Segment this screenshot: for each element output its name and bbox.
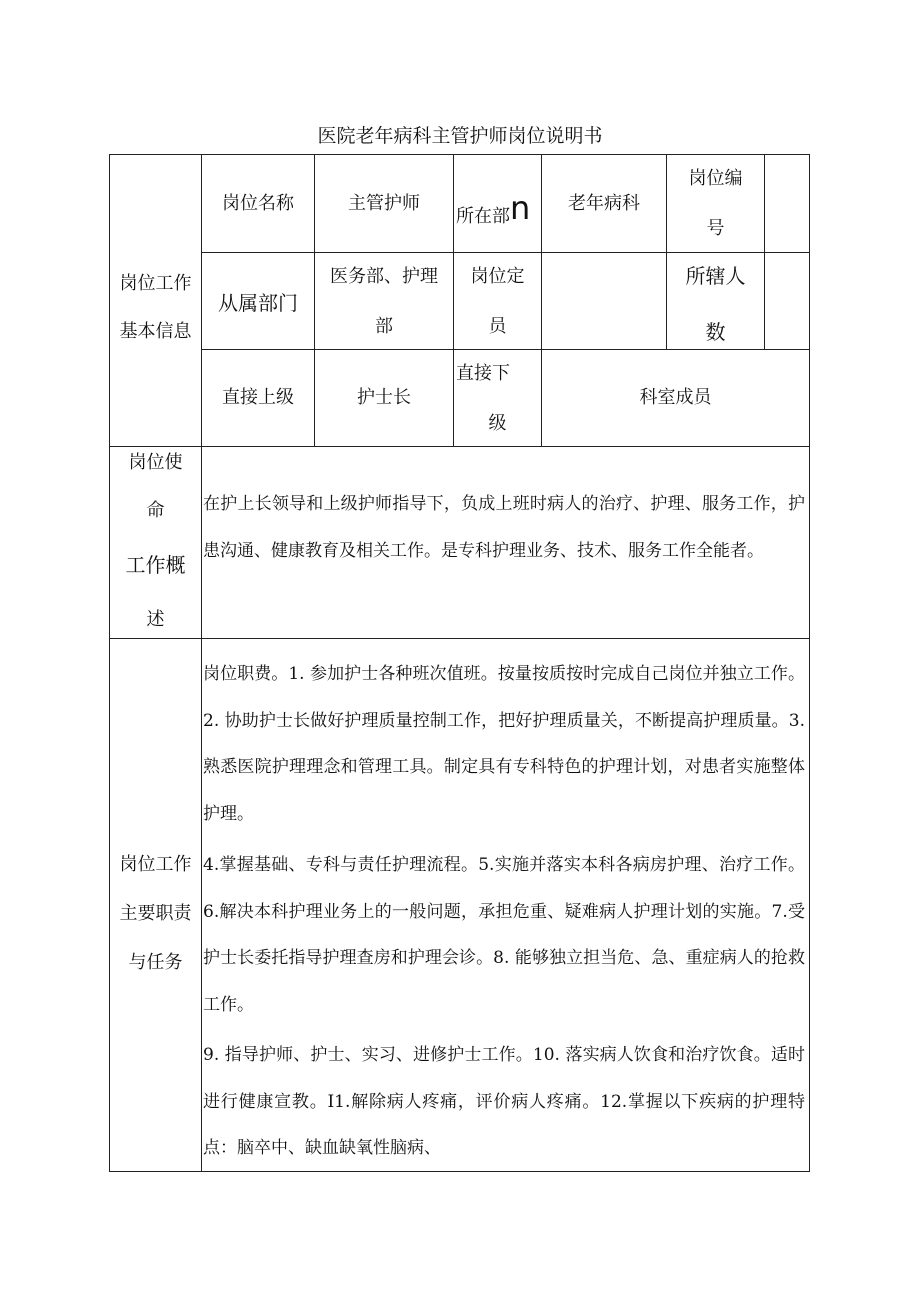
quota-label-line2: 员 (488, 316, 507, 337)
affiliation-label: 从属部门 (218, 291, 298, 315)
duties-label-line2: 主要职责 (119, 903, 192, 924)
post-name-value: 主管护师 (348, 193, 420, 214)
staff-count-label-line1: 所辖人 (685, 264, 746, 288)
duties-label-line1: 岗位工作 (119, 854, 192, 875)
duties-paragraph-2: 4.掌握基础、专科与责任护理流程。5.实施并落实本科各病房护理、治疗工作。6.解决本科护理业务上的一般问题，承担危重、疑难病人护理计划的实施。7.受护士长委托指导护理查房和护理会诊。8. 能够独立担当危、急、重症病人的抢救工作。 (203, 855, 805, 1015)
duties-paragraph-1: 岗位职费。1. 参加护士各种班次值班。按量按质按时完成自己岗位并独立工作。2. 协助护士长做好护理质量控制工作，把好护理质量关，不断提高护理质量。3. 熟悉医院护理理念和管理工具。制定具有专科特色的护理计划，对患者实施整体护理。 (203, 664, 805, 824)
basic-info-section-label-line1: 岗位工作 (119, 273, 192, 294)
duties-paragraph-3: 9. 指导护师、护士、实习、进修护士工作。10. 落实病人饮食和治疗饮食。适时进行健康宣教。I1.解除病人疼痛，评价病人疼痛。12.掌握以下疾病的护理特点：脑卒中、缺血缺氧性脑病、 (203, 1045, 805, 1158)
dept-label (456, 189, 531, 227)
post-name-label: 岗位名称 (222, 193, 294, 214)
dept-value: 老年病科 (568, 193, 640, 214)
dept-label-glyph: n (510, 189, 531, 227)
affiliation-value-line1: 医务部、护理 (330, 266, 438, 287)
subordinate-label-line2: 级 (488, 413, 507, 434)
mission-label-line2: 命 (146, 500, 165, 521)
subordinate-value: 科室成员 (639, 387, 712, 408)
mission-label-line1: 岗位使 (128, 452, 183, 473)
mission-text: 在护上长领导和上级护师指导下，负成上班时病人的治疗、护理、服务工作，护患沟通、健康教育及相关工作。是专科护理业务、技术、服务工作全能者。 (203, 494, 805, 561)
mission-label-line4: 述 (146, 609, 165, 630)
document-title: 医院老年病科主管护师岗位说明书 (317, 125, 603, 147)
staff-count-label-line2: 数 (705, 320, 726, 344)
subordinate-label-line1: 直接下 (456, 363, 510, 384)
post-no-label-line2: 号 (706, 218, 725, 239)
mission-label-line3: 工作概 (125, 553, 186, 577)
quota-label-line1: 岗位定 (470, 266, 525, 287)
superior-value: 护士长 (357, 387, 411, 408)
affiliation-value-line2: 部 (375, 316, 393, 337)
superior-label: 直接上级 (222, 387, 294, 408)
basic-info-section-label-line2: 基本信息 (119, 321, 192, 342)
dept-label-text: 所在部 (456, 206, 510, 227)
duties-label-line3: 与任务 (128, 952, 183, 973)
post-no-label-line1: 岗位编 (688, 168, 743, 189)
